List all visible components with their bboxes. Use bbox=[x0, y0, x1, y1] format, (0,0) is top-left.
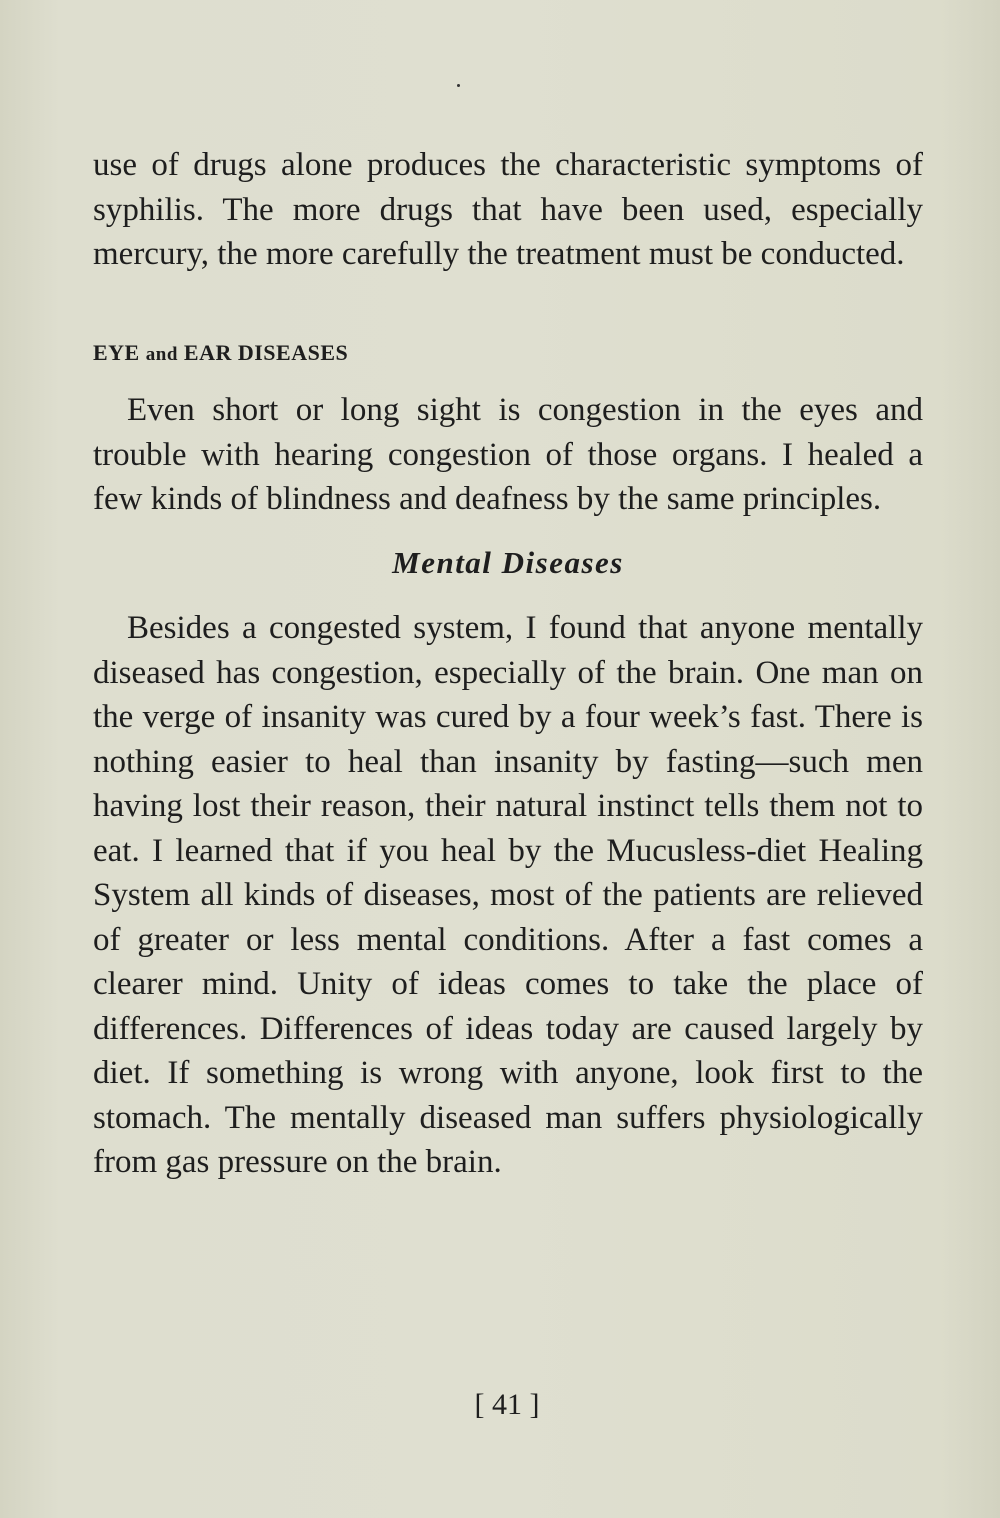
heading-eye-word: EYE bbox=[93, 340, 140, 365]
page-speck bbox=[457, 84, 460, 87]
section-heading-mental: Mental Diseases bbox=[392, 545, 624, 580]
page-number: [ 41 ] bbox=[474, 1388, 540, 1421]
paragraph-eye-ear: Even short or long sight is congestion in the eyes and trouble with hearing congestion of those organs. I healed a few kinds of blindness and deafness by the same principles. bbox=[93, 392, 923, 517]
section-heading-eye-ear bbox=[93, 340, 348, 366]
heading-and-word: and bbox=[145, 344, 178, 365]
paragraph-continuation: use of drugs alone produces the characteristic symptoms of syphilis. The more drugs that have been used, especially mercury, the more carefully the treatment must be conducted. bbox=[93, 147, 923, 272]
paragraph-mental: Besides a congested system, I found that anyone mentally diseased has congestion, especially of the brain. One man on the verge of insanity was cured by a four week’s fast. There is nothing easier to heal than insanity by fasting—such men having lost their reason, their natural instinct tells them not to eat. I learned that if you heal by the Mucusless-diet Healing System all kinds of diseases, most of the patients are relieved of greater or less mental conditions. After a fast comes a clearer mind. Unity of ideas comes to take the place of differences. Differences of ideas today are caused largely by diet. If something is wrong with anyone, look first to the stomach. The mentally diseased man suffers physiologically from gas pressure on the brain. bbox=[93, 610, 923, 1180]
heading-ear-diseases: EAR DISEASES bbox=[183, 340, 349, 365]
